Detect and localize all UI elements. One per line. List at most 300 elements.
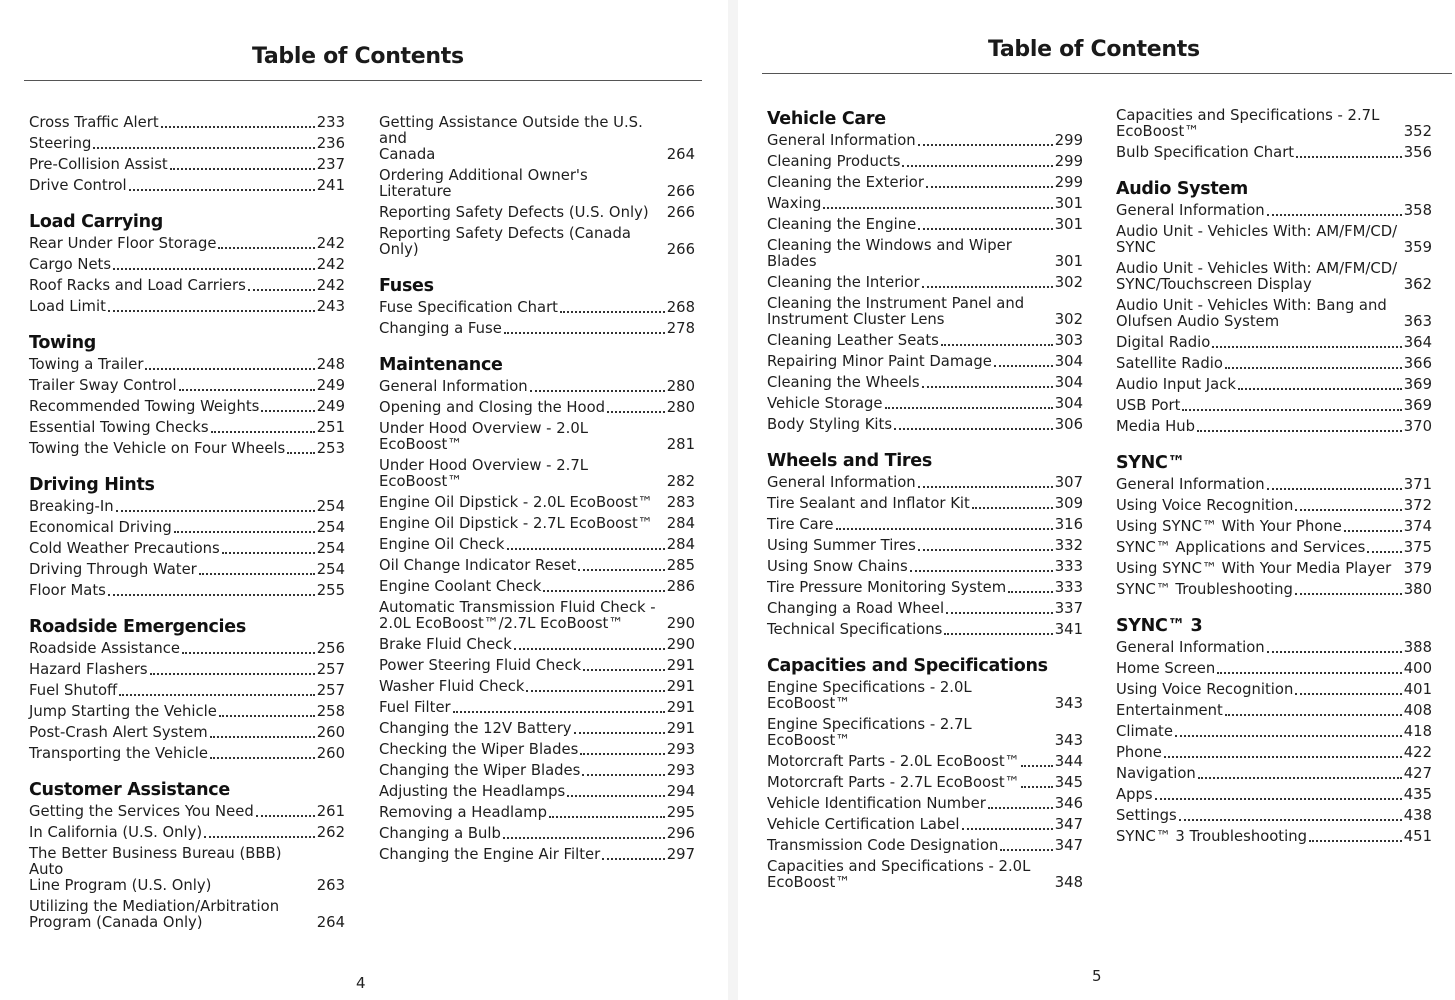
entry-title: Fuse Specification Chart bbox=[379, 299, 558, 316]
dot-leader bbox=[1267, 651, 1402, 653]
entry-page-number: 372 bbox=[1403, 497, 1432, 514]
toc-entry[interactable] bbox=[379, 458, 695, 490]
dot-leader bbox=[530, 390, 665, 392]
dot-leader bbox=[1267, 488, 1402, 490]
dot-leader bbox=[119, 694, 315, 696]
entry-title: Cleaning the Windows and Wiper Blades bbox=[767, 237, 1012, 270]
dot-leader bbox=[129, 189, 315, 191]
entry-page-number: 356 bbox=[1403, 144, 1432, 161]
toc-entry[interactable] bbox=[379, 168, 695, 200]
toc-section bbox=[29, 474, 345, 599]
toc-entry[interactable] bbox=[379, 805, 695, 821]
toc-entry[interactable] bbox=[29, 583, 345, 599]
entry-page-number: 363 bbox=[1403, 313, 1432, 330]
toc-entry[interactable] bbox=[29, 899, 345, 931]
toc-entry[interactable] bbox=[1116, 203, 1432, 219]
toc-entry[interactable] bbox=[767, 496, 1083, 512]
entry-page-number: 369 bbox=[1403, 376, 1432, 393]
section-heading: Audio System bbox=[1116, 179, 1248, 199]
toc-entry[interactable] bbox=[379, 379, 695, 395]
entry-title: Digital Radio bbox=[1116, 334, 1211, 351]
dot-leader bbox=[145, 368, 314, 370]
dot-leader bbox=[287, 452, 315, 454]
dot-leader bbox=[946, 612, 1053, 614]
dot-leader bbox=[607, 411, 665, 413]
entry-page-number: 248 bbox=[316, 356, 345, 373]
dot-leader bbox=[1295, 693, 1401, 695]
dot-leader bbox=[170, 168, 315, 170]
entry-page-number: 284 bbox=[666, 536, 695, 553]
toc-entry[interactable] bbox=[1116, 745, 1432, 761]
toc-section bbox=[1116, 452, 1432, 598]
entry-title: Waxing bbox=[767, 195, 822, 212]
toc-entry[interactable] bbox=[1116, 766, 1432, 782]
entry-page-number: 242 bbox=[316, 235, 345, 252]
toc-entry[interactable] bbox=[767, 838, 1083, 854]
toc-entry[interactable] bbox=[29, 562, 345, 578]
toc-column-1 bbox=[29, 115, 345, 948]
entry-page-number: 249 bbox=[316, 398, 345, 415]
toc-entry[interactable] bbox=[29, 804, 345, 820]
toc-entry[interactable] bbox=[767, 717, 1083, 749]
toc-entry[interactable] bbox=[29, 746, 345, 762]
toc-entry[interactable] bbox=[767, 354, 1083, 370]
entry-title: General Information bbox=[767, 474, 916, 491]
entry-title: Changing a Road Wheel bbox=[767, 600, 945, 617]
toc-entry[interactable] bbox=[767, 680, 1083, 712]
entry-title: Trailer Sway Control bbox=[29, 377, 177, 394]
entry-page-number: 332 bbox=[1054, 537, 1083, 554]
entry-page-number: 337 bbox=[1054, 600, 1083, 617]
entry-title: Changing the Engine Air Filter bbox=[379, 846, 601, 863]
toc-entry[interactable] bbox=[1116, 335, 1432, 351]
entry-title: Capacities and Specifications - 2.7L EcoBoost™ bbox=[1116, 107, 1380, 140]
toc-section bbox=[767, 655, 1083, 891]
entry-title: Opening and Closing the Hood bbox=[379, 399, 606, 416]
entry-page-number: 347 bbox=[1054, 837, 1083, 854]
entry-title: Engine Oil Dipstick - 2.0L EcoBoost™ bbox=[379, 494, 653, 511]
toc-entry[interactable] bbox=[29, 725, 345, 741]
toc-entry[interactable] bbox=[29, 136, 345, 152]
toc-entry[interactable] bbox=[767, 796, 1083, 812]
entry-title: Economical Driving bbox=[29, 519, 172, 536]
toc-entry[interactable] bbox=[379, 537, 695, 553]
entry-title: General Information bbox=[1116, 476, 1265, 493]
toc-entry[interactable] bbox=[379, 679, 695, 695]
toc-entry[interactable] bbox=[767, 517, 1083, 533]
entry-page-number: 293 bbox=[666, 741, 695, 758]
dot-leader bbox=[1344, 530, 1402, 532]
dot-leader bbox=[1182, 409, 1401, 411]
toc-entry[interactable] bbox=[29, 499, 345, 515]
dot-leader bbox=[1197, 430, 1402, 432]
toc-entry[interactable] bbox=[29, 520, 345, 536]
entry-title: Recommended Towing Weights bbox=[29, 398, 260, 415]
dot-leader bbox=[560, 311, 665, 313]
toc-entry[interactable] bbox=[379, 226, 695, 258]
right-page bbox=[738, 0, 1455, 1000]
toc-entry[interactable] bbox=[767, 196, 1083, 212]
toc-entry[interactable] bbox=[1116, 419, 1432, 435]
toc-entry[interactable] bbox=[767, 296, 1083, 328]
toc-entry[interactable] bbox=[767, 396, 1083, 412]
entry-title: Home Screen bbox=[1116, 660, 1216, 677]
entry-title: Transmission Code Designation bbox=[767, 837, 999, 854]
dot-leader bbox=[150, 673, 315, 675]
entry-page-number: 281 bbox=[666, 436, 695, 453]
dot-leader bbox=[1295, 509, 1401, 511]
entry-page-number: 362 bbox=[1403, 276, 1432, 293]
entry-page-number: 260 bbox=[316, 724, 345, 741]
dot-leader bbox=[574, 732, 665, 734]
page-title: Table of Contents bbox=[988, 37, 1200, 62]
entry-page-number: 282 bbox=[666, 473, 695, 490]
entry-title: Automatic Transmission Fluid Check - 2.0L EcoBoost™/2.7L EcoBoost™ bbox=[379, 599, 656, 632]
section-heading: Roadside Emergencies bbox=[29, 617, 246, 637]
entry-page-number: 352 bbox=[1403, 123, 1432, 140]
dot-leader bbox=[222, 552, 315, 554]
toc-entry[interactable] bbox=[1116, 787, 1432, 803]
dot-leader bbox=[179, 389, 315, 391]
toc-entry[interactable] bbox=[29, 825, 345, 841]
toc-entry[interactable] bbox=[379, 300, 695, 316]
dot-leader bbox=[918, 549, 1053, 551]
dot-leader bbox=[108, 310, 315, 312]
entry-title: Getting Assistance Outside the U.S. and Canada bbox=[379, 114, 643, 163]
entry-page-number: 284 bbox=[666, 515, 695, 532]
entry-page-number: 304 bbox=[1054, 374, 1083, 391]
toc-entry[interactable] bbox=[1116, 261, 1432, 293]
toc-entry[interactable] bbox=[29, 541, 345, 557]
toc-entry[interactable] bbox=[29, 178, 345, 194]
entry-title: Settings bbox=[1116, 807, 1177, 824]
toc-entry[interactable] bbox=[767, 859, 1083, 891]
toc-entry[interactable] bbox=[1116, 224, 1432, 256]
toc-entry[interactable] bbox=[767, 754, 1083, 770]
entry-title: USB Port bbox=[1116, 397, 1181, 414]
toc-section bbox=[1116, 178, 1432, 435]
entry-title: Utilizing the Mediation/Arbitration Program (Canada Only) bbox=[29, 898, 280, 931]
toc-entry[interactable] bbox=[1116, 808, 1432, 824]
entry-page-number: 422 bbox=[1403, 744, 1432, 761]
entry-title: Vehicle Certification Label bbox=[767, 816, 960, 833]
entry-title: General Information bbox=[1116, 639, 1265, 656]
toc-entry[interactable] bbox=[379, 763, 695, 779]
entry-page-number: 299 bbox=[1054, 153, 1083, 170]
toc-entry[interactable] bbox=[767, 580, 1083, 596]
toc-entry[interactable] bbox=[379, 784, 695, 800]
entry-page-number: 306 bbox=[1054, 416, 1083, 433]
toc-entry[interactable] bbox=[379, 742, 695, 758]
section-heading: Capacities and Specifications bbox=[767, 656, 1048, 676]
entry-title: Pre-Collision Assist bbox=[29, 156, 168, 173]
dot-leader bbox=[578, 569, 664, 571]
toc-entry[interactable] bbox=[767, 775, 1083, 791]
toc-section bbox=[767, 108, 1083, 433]
toc-entry[interactable] bbox=[29, 157, 345, 173]
entry-title: Changing the Wiper Blades bbox=[379, 762, 581, 779]
entry-title: Motorcraft Parts - 2.0L EcoBoost™ bbox=[767, 753, 1020, 770]
toc-entry[interactable] bbox=[1116, 661, 1432, 677]
toc-entry[interactable] bbox=[1116, 540, 1432, 556]
toc-entry[interactable] bbox=[29, 357, 345, 373]
entry-page-number: 254 bbox=[316, 540, 345, 557]
entry-title: Under Hood Overview - 2.0L EcoBoost™ bbox=[379, 420, 589, 453]
toc-entry[interactable] bbox=[379, 115, 695, 163]
dot-leader bbox=[994, 365, 1053, 367]
toc-entry[interactable] bbox=[1116, 829, 1432, 845]
toc-entry[interactable] bbox=[767, 475, 1083, 491]
toc-entry[interactable] bbox=[29, 399, 345, 415]
toc-entry[interactable] bbox=[379, 495, 695, 511]
dot-leader bbox=[1225, 714, 1402, 716]
toc-entry[interactable] bbox=[767, 538, 1083, 554]
toc-entry[interactable] bbox=[379, 658, 695, 674]
entry-title: SYNC™ Applications and Services bbox=[1116, 539, 1366, 556]
toc-entry[interactable] bbox=[1116, 298, 1432, 330]
toc-entry[interactable] bbox=[379, 558, 695, 574]
section-heading: Customer Assistance bbox=[29, 780, 230, 800]
entry-title: Cleaning the Engine bbox=[767, 216, 917, 233]
entry-page-number: 333 bbox=[1054, 579, 1083, 596]
dot-leader bbox=[567, 795, 665, 797]
toc-entry[interactable] bbox=[379, 637, 695, 653]
entry-title: Cleaning Products bbox=[767, 153, 901, 170]
entry-page-number: 343 bbox=[1054, 695, 1083, 712]
entry-page-number: 249 bbox=[316, 377, 345, 394]
entry-page-number: 242 bbox=[316, 277, 345, 294]
dot-leader bbox=[918, 228, 1052, 230]
entry-page-number: 388 bbox=[1403, 639, 1432, 656]
toc-entry[interactable] bbox=[1116, 519, 1432, 535]
dot-leader bbox=[972, 507, 1053, 509]
toc-entry[interactable] bbox=[767, 133, 1083, 149]
toc-entry[interactable] bbox=[1116, 377, 1432, 393]
dot-leader bbox=[1367, 551, 1401, 553]
entry-page-number: 290 bbox=[666, 636, 695, 653]
toc-entry[interactable] bbox=[767, 333, 1083, 349]
toc-entry[interactable] bbox=[1116, 477, 1432, 493]
toc-entry[interactable] bbox=[379, 826, 695, 842]
entry-title: Tire Care bbox=[767, 516, 834, 533]
entry-page-number: 303 bbox=[1054, 332, 1083, 349]
entry-page-number: 341 bbox=[1054, 621, 1083, 638]
dot-leader bbox=[504, 332, 665, 334]
entry-title: Hazard Flashers bbox=[29, 661, 148, 678]
entry-title: Using Snow Chains bbox=[767, 558, 908, 575]
entry-page-number: 345 bbox=[1054, 774, 1083, 791]
toc-entry[interactable] bbox=[29, 846, 345, 894]
toc-entry[interactable] bbox=[767, 375, 1083, 391]
dot-leader bbox=[1198, 777, 1402, 779]
toc-entry[interactable] bbox=[767, 217, 1083, 233]
toc-entry[interactable] bbox=[29, 420, 345, 436]
dot-leader bbox=[507, 548, 665, 550]
entry-page-number: 293 bbox=[666, 762, 695, 779]
toc-entry[interactable] bbox=[29, 378, 345, 394]
entry-page-number: 380 bbox=[1403, 581, 1432, 598]
entry-page-number: 262 bbox=[316, 824, 345, 841]
entry-title: Changing a Bulb bbox=[379, 825, 501, 842]
toc-entry[interactable] bbox=[29, 662, 345, 678]
entry-title: Audio Unit - Vehicles With: AM/FM/CD/ SYNC bbox=[1116, 223, 1398, 256]
toc-entry[interactable] bbox=[29, 683, 345, 699]
entry-page-number: 233 bbox=[316, 114, 345, 131]
entry-page-number: 264 bbox=[316, 914, 345, 931]
toc-entry[interactable] bbox=[767, 175, 1083, 191]
toc-entry[interactable] bbox=[29, 299, 345, 315]
dot-leader bbox=[116, 510, 315, 512]
dot-leader bbox=[910, 570, 1053, 572]
toc-entry[interactable] bbox=[1116, 356, 1432, 372]
toc-section bbox=[29, 616, 345, 762]
toc-entry[interactable] bbox=[379, 516, 695, 532]
toc-section bbox=[29, 211, 345, 315]
entry-title: Under Hood Overview - 2.7L EcoBoost™ bbox=[379, 457, 589, 490]
dot-leader bbox=[962, 828, 1053, 830]
toc-section bbox=[379, 275, 695, 337]
entry-page-number: 344 bbox=[1054, 753, 1083, 770]
toc-entry[interactable] bbox=[1116, 398, 1432, 414]
entry-title: Engine Specifications - 2.0L EcoBoost™ bbox=[767, 679, 972, 712]
entry-title: Engine Coolant Check bbox=[379, 578, 542, 595]
toc-entry[interactable] bbox=[1116, 640, 1432, 656]
toc-entry[interactable] bbox=[29, 236, 345, 252]
toc-entry[interactable] bbox=[379, 400, 695, 416]
entry-title: Vehicle Identification Number bbox=[767, 795, 986, 812]
entry-title: General Information bbox=[1116, 202, 1265, 219]
entry-page-number: 264 bbox=[666, 146, 695, 163]
toc-entry[interactable] bbox=[767, 417, 1083, 433]
entry-title: Changing the 12V Battery bbox=[379, 720, 572, 737]
entry-page-number: 369 bbox=[1403, 397, 1432, 414]
toc-entry[interactable] bbox=[1116, 145, 1432, 161]
entry-page-number: 278 bbox=[666, 320, 695, 337]
entry-title: Cross Traffic Alert bbox=[29, 114, 159, 131]
entry-page-number: 346 bbox=[1054, 795, 1083, 812]
toc-entry[interactable] bbox=[767, 601, 1083, 617]
entry-page-number: 408 bbox=[1403, 702, 1432, 719]
dot-leader bbox=[161, 126, 315, 128]
toc-entry[interactable] bbox=[1116, 582, 1432, 598]
entry-page-number: 291 bbox=[666, 720, 695, 737]
toc-entry[interactable] bbox=[29, 441, 345, 457]
entry-page-number: 257 bbox=[316, 661, 345, 678]
entry-page-number: 266 bbox=[666, 204, 695, 221]
toc-entry[interactable] bbox=[767, 238, 1083, 270]
toc-entry[interactable] bbox=[767, 622, 1083, 638]
entry-title: Cleaning the Wheels bbox=[767, 374, 920, 391]
entry-page-number: 435 bbox=[1403, 786, 1432, 803]
toc-entry[interactable] bbox=[767, 817, 1083, 833]
toc-entry[interactable] bbox=[379, 579, 695, 595]
entry-page-number: 280 bbox=[666, 399, 695, 416]
entry-page-number: 268 bbox=[666, 299, 695, 316]
entry-page-number: 302 bbox=[1054, 274, 1083, 291]
section-heading: Driving Hints bbox=[29, 475, 155, 495]
entry-page-number: 243 bbox=[316, 298, 345, 315]
entry-title: General Information bbox=[379, 378, 528, 395]
dot-leader bbox=[211, 431, 315, 433]
dot-leader bbox=[941, 344, 1053, 346]
dot-leader bbox=[526, 690, 664, 692]
toc-entry[interactable] bbox=[1116, 108, 1432, 140]
dot-leader bbox=[549, 816, 665, 818]
entry-title: Washer Fluid Check bbox=[379, 678, 525, 695]
entry-title: Cleaning the Interior bbox=[767, 274, 920, 291]
toc-section bbox=[29, 115, 345, 194]
toc-entry[interactable] bbox=[1116, 724, 1432, 740]
entry-page-number: 280 bbox=[666, 378, 695, 395]
dot-leader bbox=[1021, 765, 1052, 767]
toc-entry[interactable] bbox=[29, 115, 345, 131]
entry-page-number: 236 bbox=[316, 135, 345, 152]
toc-entry[interactable] bbox=[1116, 703, 1432, 719]
toc-entry[interactable] bbox=[379, 205, 695, 221]
entry-title: Adjusting the Headlamps bbox=[379, 783, 566, 800]
toc-entry[interactable] bbox=[1116, 498, 1432, 514]
title-rule bbox=[762, 73, 1452, 74]
toc-entry[interactable] bbox=[767, 154, 1083, 170]
dot-leader bbox=[219, 715, 315, 717]
entry-title: Fuel Filter bbox=[379, 699, 451, 716]
toc-entry[interactable] bbox=[379, 700, 695, 716]
toc-entry[interactable] bbox=[29, 278, 345, 294]
toc-entry[interactable] bbox=[767, 559, 1083, 575]
toc-entry[interactable] bbox=[1116, 682, 1432, 698]
toc-entry[interactable] bbox=[29, 257, 345, 273]
toc-entry[interactable] bbox=[767, 275, 1083, 291]
entry-title: Satellite Radio bbox=[1116, 355, 1223, 372]
dot-leader bbox=[922, 286, 1053, 288]
toc-entry[interactable] bbox=[29, 704, 345, 720]
entry-title: Using Summer Tires bbox=[767, 537, 916, 554]
entry-page-number: 266 bbox=[666, 183, 695, 200]
entry-title: Ordering Additional Owner's Literature bbox=[379, 167, 588, 200]
entry-title: Phone bbox=[1116, 744, 1162, 761]
toc-entry[interactable] bbox=[379, 847, 695, 863]
dot-leader bbox=[902, 165, 1052, 167]
toc-entry[interactable] bbox=[379, 721, 695, 737]
dot-leader bbox=[583, 669, 665, 671]
entry-title: Load Limit bbox=[29, 298, 106, 315]
dot-leader bbox=[836, 528, 1053, 530]
entry-page-number: 400 bbox=[1403, 660, 1432, 677]
entry-page-number: 294 bbox=[666, 783, 695, 800]
entry-title: Floor Mats bbox=[29, 582, 106, 599]
toc-section bbox=[767, 450, 1083, 638]
toc-entry[interactable] bbox=[379, 421, 695, 453]
entry-title: SYNC™ 3 Troubleshooting bbox=[1116, 828, 1307, 845]
entry-page-number: 301 bbox=[1054, 216, 1083, 233]
toc-entry[interactable] bbox=[29, 641, 345, 657]
toc-entry[interactable] bbox=[1116, 561, 1432, 577]
entry-title: Getting the Services You Need bbox=[29, 803, 254, 820]
toc-section bbox=[379, 354, 695, 863]
entry-title: Using Voice Recognition bbox=[1116, 681, 1294, 698]
section-heading: Fuses bbox=[379, 276, 434, 296]
entry-title: Engine Oil Dipstick - 2.7L EcoBoost™ bbox=[379, 515, 653, 532]
entry-page-number: 241 bbox=[316, 177, 345, 194]
entry-page-number: 370 bbox=[1403, 418, 1432, 435]
entry-title: Cold Weather Precautions bbox=[29, 540, 220, 557]
entry-title: Using SYNC™ With Your Phone bbox=[1116, 518, 1342, 535]
entry-page-number: 379 bbox=[1403, 560, 1432, 577]
toc-entry[interactable] bbox=[379, 321, 695, 337]
toc-entry[interactable] bbox=[379, 600, 695, 632]
entry-page-number: 343 bbox=[1054, 732, 1083, 749]
entry-page-number: 283 bbox=[666, 494, 695, 511]
